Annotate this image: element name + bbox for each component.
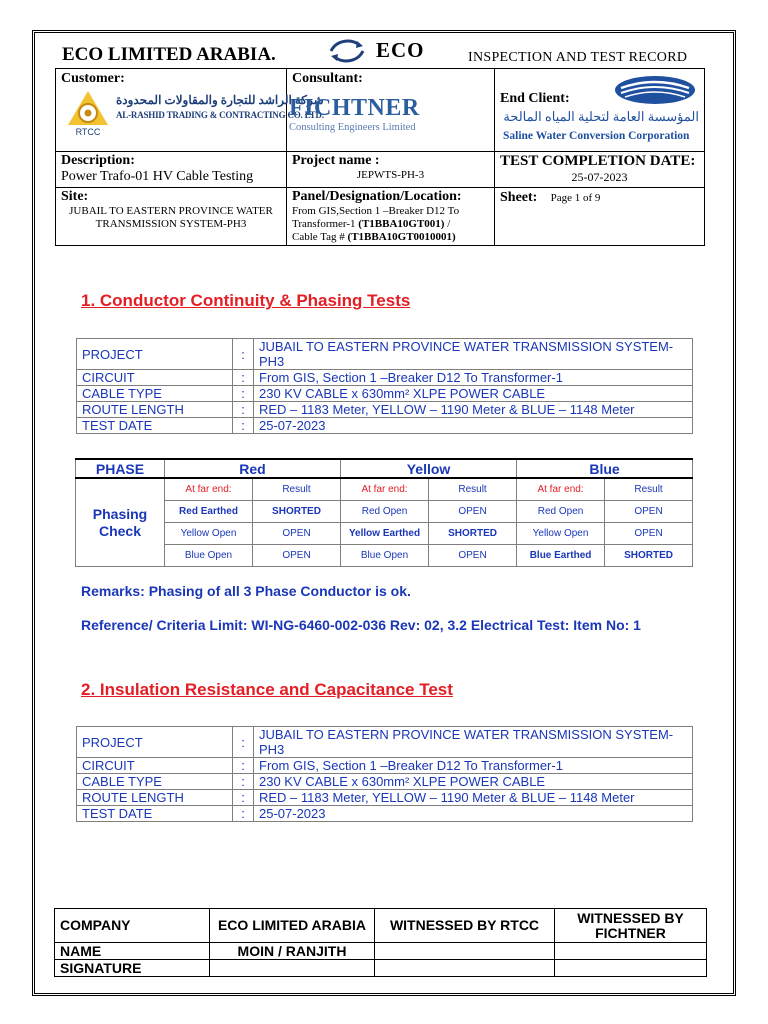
panel-cable-tag: (T1BBA10GT0010001) <box>347 231 456 243</box>
site-cell <box>56 188 287 246</box>
signature-table <box>54 908 707 977</box>
table-row <box>76 545 693 567</box>
panel-label: Panel/Designation/Location: <box>292 189 462 204</box>
row-label: ROUTE LENGTH <box>77 402 233 418</box>
table-cell: Red Open <box>341 501 429 523</box>
table-cell: SHORTED <box>429 523 517 545</box>
phasing-check-label: Phasing Check <box>76 478 165 567</box>
row-colon: : <box>233 386 254 402</box>
section1-title: 1. Conductor Continuity & Phasing Tests <box>81 291 411 310</box>
far-end-header: At far end: <box>165 478 253 501</box>
reference-text: Reference/ Criteria Limit: WI-NG-6460-002-036 Rev: 02, 3.2 Electrical Test: Item No: 1 <box>81 617 641 633</box>
row-colon: : <box>233 339 254 370</box>
table-cell: OPEN <box>429 545 517 567</box>
row-colon: : <box>233 806 254 822</box>
table-row <box>55 943 707 960</box>
section2-project-table <box>76 726 693 822</box>
table-cell: Yellow Open <box>165 523 253 545</box>
sheet-value: Page 1 of 9 <box>550 192 601 204</box>
end-client-arabic: المؤسسة العامة لتحلية المياه المالحة <box>503 109 699 124</box>
table-row <box>77 402 693 418</box>
phase-yellow-header: Yellow <box>341 459 517 478</box>
table-row <box>77 386 693 402</box>
consultant-name: FICHTNER <box>289 95 420 121</box>
remarks-text: Remarks: Phasing of all 3 Phase Conductor is ok. <box>81 583 411 599</box>
customer-name-english: AL-RASHID TRADING & CONTRACTING CO. LTD. <box>116 110 324 120</box>
table-cell: Red Open <box>517 501 605 523</box>
site-value: JUBAIL TO EASTERN PROVINCE WATER TRANSMISSION SYSTEM-PH3 <box>69 205 273 230</box>
eco-column-header: ECO LIMITED ARABIA <box>210 909 375 943</box>
completion-value: 25-07-2023 <box>571 170 628 184</box>
row-value: 25-07-2023 <box>254 806 693 822</box>
row-label: PROJECT <box>77 727 233 758</box>
info-table <box>55 68 705 246</box>
row-label: CABLE TYPE <box>77 386 233 402</box>
table-cell: Blue Open <box>165 545 253 567</box>
row-value: From GIS, Section 1 –Breaker D12 To Transformer-1 <box>254 370 693 386</box>
table-cell: Blue Earthed <box>517 545 605 567</box>
row-value: RED – 1183 Meter, YELLOW – 1190 Meter & BLUE – 1148 Meter <box>254 790 693 806</box>
table-row <box>77 727 693 758</box>
section1-project-table <box>76 338 693 434</box>
result-header: Result <box>605 478 693 501</box>
record-title: INSPECTION AND TEST RECORD <box>468 50 688 65</box>
customer-name-arabic: شركة الراشد للتجارة والمقاولات المحدودة <box>116 93 324 107</box>
row-colon: : <box>233 790 254 806</box>
rtcc-abbr: RTCC <box>75 127 101 137</box>
phase-red-header: Red <box>165 459 341 478</box>
fichtner-column-header: WITNESSED BY FICHTNER <box>555 909 707 943</box>
consultant-subtitle: Consulting Engineers Limited <box>289 122 416 133</box>
company-title: ECO LIMITED ARABIA. <box>62 44 276 65</box>
row-label: CIRCUIT <box>77 370 233 386</box>
table-row <box>77 790 693 806</box>
end-client-english: Saline Water Conversion Corporation <box>503 130 690 142</box>
table-cell: Yellow Open <box>517 523 605 545</box>
row-value: From GIS, Section 1 –Breaker D12 To Transformer-1 <box>254 758 693 774</box>
table-cell: OPEN <box>253 545 341 567</box>
row-value: JUBAIL TO EASTERN PROVINCE WATER TRANSMISSION SYSTEM-PH3 <box>254 727 693 758</box>
phasing-table <box>75 458 693 567</box>
end-client-label: End Client: <box>500 91 570 106</box>
sheet-cell <box>495 188 705 246</box>
row-colon: : <box>233 758 254 774</box>
row-colon: : <box>233 402 254 418</box>
table-cell: SHORTED <box>605 545 693 567</box>
rtcc-signature-field <box>375 960 555 977</box>
description-label: Description: <box>61 153 135 168</box>
eco-name-value: MOIN / RANJITH <box>210 943 375 960</box>
table-cell: OPEN <box>429 501 517 523</box>
name-label: NAME <box>55 943 210 960</box>
row-label: CABLE TYPE <box>77 774 233 790</box>
consultant-label: Consultant: <box>292 71 363 86</box>
phase-label: PHASE <box>76 459 165 478</box>
eco-logo-icon <box>327 37 367 65</box>
result-header: Result <box>429 478 517 501</box>
panel-line3-pre: Cable Tag # <box>292 231 348 243</box>
table-row <box>77 806 693 822</box>
table-row <box>77 418 693 434</box>
table-row <box>77 339 693 370</box>
description-cell <box>56 152 287 188</box>
signature-label: SIGNATURE <box>55 960 210 977</box>
site-label: Site: <box>61 189 89 204</box>
result-header: Result <box>253 478 341 501</box>
consultant-cell <box>287 69 495 152</box>
far-end-header: At far end: <box>341 478 429 501</box>
row-value: JUBAIL TO EASTERN PROVINCE WATER TRANSMISSION SYSTEM-PH3 <box>254 339 693 370</box>
table-row <box>55 960 707 977</box>
panel-line2-post: / <box>444 218 451 230</box>
company-label: COMPANY <box>55 909 210 943</box>
table-cell: Yellow Earthed <box>341 523 429 545</box>
table-cell: OPEN <box>253 523 341 545</box>
customer-label: Customer: <box>61 71 125 86</box>
row-value: 230 KV CABLE x 630mm² XLPE POWER CABLE <box>254 774 693 790</box>
far-end-header: At far end: <box>517 478 605 501</box>
swcc-logo-icon <box>613 74 697 106</box>
row-label: TEST DATE <box>77 418 233 434</box>
project-name-value: JEPWTS-PH-3 <box>356 169 425 181</box>
row-value: RED – 1183 Meter, YELLOW – 1190 Meter & BLUE – 1148 Meter <box>254 402 693 418</box>
rtcc-name-value <box>375 943 555 960</box>
eco-logo-text: ECO <box>376 38 425 62</box>
completion-label: TEST COMPLETION DATE: <box>500 153 696 169</box>
rtcc-column-header: WITNESSED BY RTCC <box>375 909 555 943</box>
row-label: ROUTE LENGTH <box>77 790 233 806</box>
row-value: 25-07-2023 <box>254 418 693 434</box>
table-row <box>76 478 693 501</box>
table-row <box>77 758 693 774</box>
table-cell: OPEN <box>605 523 693 545</box>
sheet-label: Sheet: <box>500 190 538 205</box>
completion-cell <box>495 152 705 188</box>
row-label: PROJECT <box>77 339 233 370</box>
customer-cell <box>56 69 324 152</box>
table-row <box>77 774 693 790</box>
table-cell: Red Earthed <box>165 501 253 523</box>
table-cell: Blue Open <box>341 545 429 567</box>
description-value: Power Trafo-01 HV Cable Testing <box>61 169 254 184</box>
row-colon: : <box>233 727 254 758</box>
row-label: CIRCUIT <box>77 758 233 774</box>
table-row <box>76 501 693 523</box>
table-row <box>76 523 693 545</box>
row-colon: : <box>233 370 254 386</box>
fichtner-name-value <box>555 943 707 960</box>
row-colon: : <box>233 774 254 790</box>
end-client-cell <box>495 69 705 152</box>
table-row <box>77 370 693 386</box>
panel-line2-pre: Transformer-1 <box>292 218 359 230</box>
row-value: 230 KV CABLE x 630mm² XLPE POWER CABLE <box>254 386 693 402</box>
table-cell: SHORTED <box>253 501 341 523</box>
table-row <box>55 909 707 943</box>
project-name-cell <box>287 152 495 188</box>
panel-cell <box>287 188 495 246</box>
fichtner-signature-field <box>555 960 707 977</box>
panel-transformer-tag: (T1BBA10GT001) <box>358 218 445 230</box>
phase-header-row <box>76 459 693 478</box>
table-cell: OPEN <box>605 501 693 523</box>
rtcc-logo-icon <box>64 89 112 137</box>
phase-blue-header: Blue <box>517 459 693 478</box>
row-colon: : <box>233 418 254 434</box>
panel-line1: From GIS,Section 1 –Breaker D12 To <box>292 205 460 217</box>
eco-signature-field <box>210 960 375 977</box>
row-label: TEST DATE <box>77 806 233 822</box>
section2-title: 2. Insulation Resistance and Capacitance Test <box>81 680 453 699</box>
project-name-label: Project name : <box>292 153 380 168</box>
